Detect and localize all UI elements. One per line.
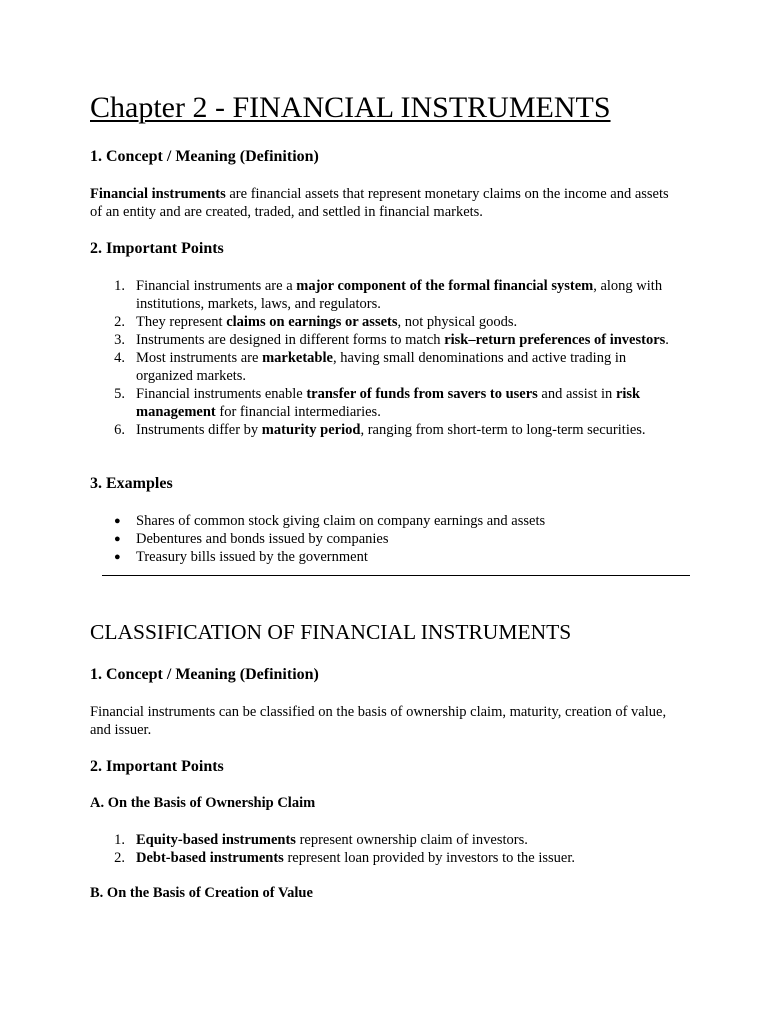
list-number: 4. — [114, 350, 125, 366]
concept-heading: 1. Concept / Meaning (Definition) — [90, 148, 319, 165]
point-text: Financial instruments are a — [136, 278, 297, 294]
item-term: Equity-based instruments — [136, 832, 296, 848]
point-text: Instruments are designed in different forms to match — [136, 332, 445, 348]
list-number: 2. — [114, 314, 125, 330]
point-text: They represent — [136, 314, 227, 330]
example-text: Treasury bills issued by the government — [136, 549, 368, 565]
point-text: for financial intermediaries. — [215, 404, 381, 420]
list-item — [90, 530, 675, 548]
list-item — [90, 548, 675, 566]
emphasis-text: transfer of funds from savers to users — [306, 386, 538, 402]
point-text: , ranging from short-term to long-term securities. — [360, 422, 646, 438]
bullet-icon: ● — [114, 533, 121, 545]
point-text: and assist in — [537, 386, 616, 402]
point-text: , along with institutions, markets, laws, and regulators. — [136, 278, 663, 312]
definition-term: Financial instruments — [90, 186, 226, 202]
item-term: Debt-based instruments — [136, 850, 284, 866]
examples-heading: 3. Examples — [90, 475, 173, 492]
emphasis-text: risk–return preferences of investors — [444, 332, 666, 348]
list-number: 1. — [114, 278, 125, 294]
list-number: 3. — [114, 332, 125, 348]
list-item — [90, 512, 675, 530]
emphasis-text: claims on earnings or assets — [226, 314, 398, 330]
definition-text: are financial assets that represent monetary claims on the income and assets of an entity and are created, traded, and settled in financial markets. — [90, 186, 669, 220]
emphasis-text: risk management — [136, 386, 641, 420]
ownership-claim-heading: A. On the Basis of Ownership Claim — [90, 795, 316, 811]
classification-definition: Financial instruments can be classified on the basis of ownership claim, maturity, creation of value, and issuer. — [90, 704, 667, 738]
classification-title: CLASSIFICATION OF FINANCIAL INSTRUMENTS — [90, 620, 572, 644]
bullet-icon: ● — [114, 515, 121, 527]
list-number: 1. — [114, 832, 125, 848]
point-text: Financial instruments enable — [136, 386, 307, 402]
section-divider — [102, 575, 690, 576]
point-text: Instruments differ by — [136, 422, 262, 438]
example-text: Debentures and bonds issued by companies — [136, 531, 389, 547]
point-text: , having small denominations and active trading in organized markets. — [136, 350, 627, 384]
classification-concept-heading: 1. Concept / Meaning (Definition) — [90, 666, 319, 683]
point-text: , not physical goods. — [397, 314, 518, 330]
point-text: Most instruments are — [136, 350, 263, 366]
ownership-claim-list — [90, 831, 675, 867]
creation-of-value-heading: B. On the Basis of Creation of Value — [90, 885, 313, 901]
example-text: Shares of common stock giving claim on company earnings and assets — [136, 513, 546, 529]
chapter-title: Chapter 2 - FINANCIAL INSTRUMENTS — [90, 91, 611, 124]
list-item — [90, 349, 675, 385]
point-text: . — [665, 332, 669, 348]
classification-points-heading: 2. Important Points — [90, 758, 224, 775]
list-number: 5. — [114, 386, 125, 402]
list-item — [90, 831, 675, 849]
emphasis-text: major component of the formal financial system — [296, 278, 594, 294]
list-number: 2. — [114, 850, 125, 866]
important-points-heading: 2. Important Points — [90, 240, 224, 257]
list-item — [90, 331, 675, 349]
definition-paragraph — [90, 185, 670, 221]
item-text: represent ownership claim of investors. — [295, 832, 528, 848]
list-item — [90, 277, 675, 313]
emphasis-text: marketable — [262, 350, 333, 366]
list-item — [90, 313, 675, 331]
examples-list — [90, 512, 675, 566]
list-item — [90, 849, 675, 867]
list-number: 6. — [114, 422, 125, 438]
important-points-list — [90, 277, 675, 439]
emphasis-text: maturity period — [261, 422, 361, 438]
list-item — [90, 421, 675, 439]
list-item — [90, 385, 675, 421]
bullet-icon: ● — [114, 551, 121, 563]
item-text: represent loan provided by investors to the issuer. — [283, 850, 575, 866]
